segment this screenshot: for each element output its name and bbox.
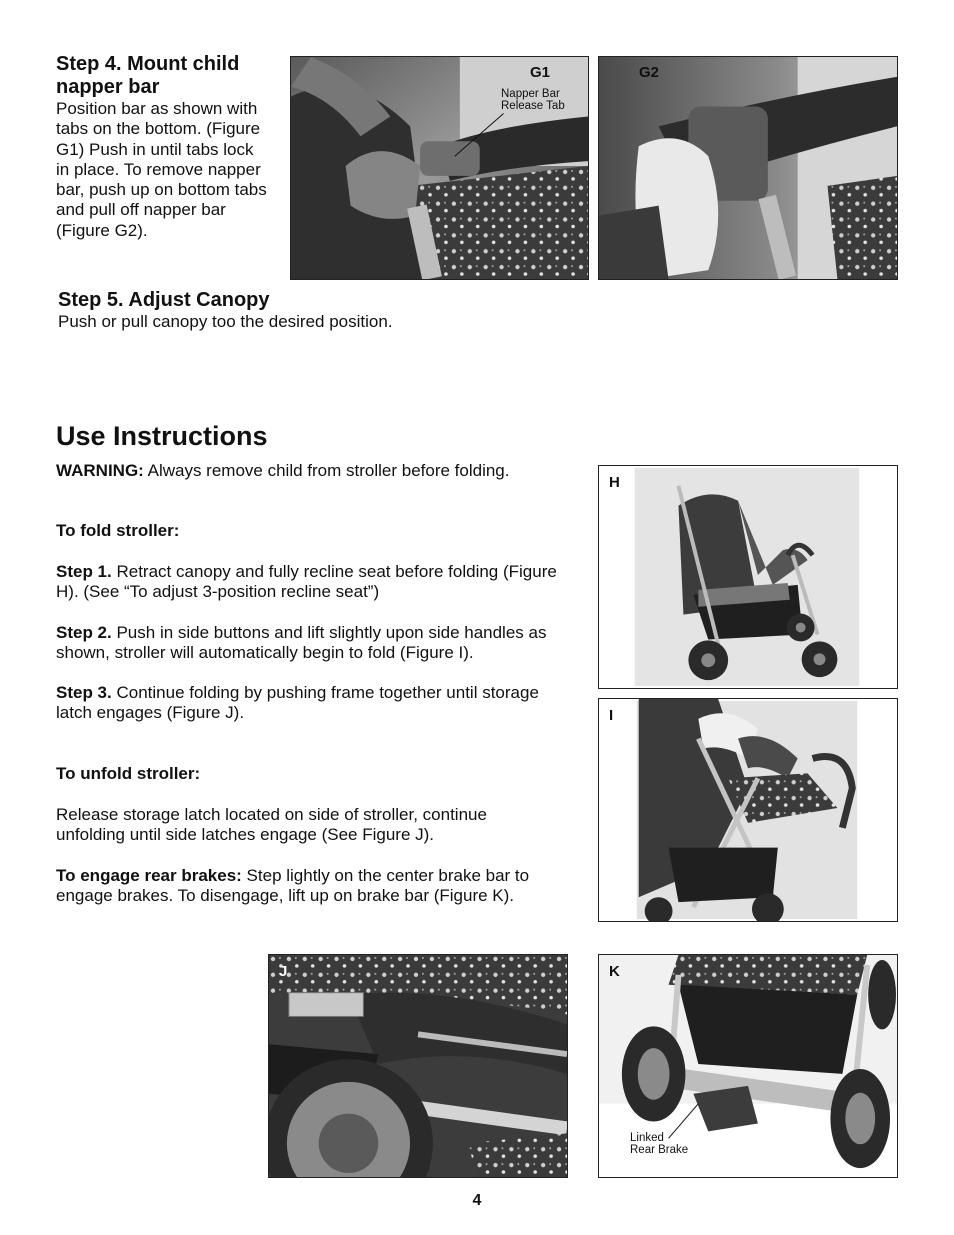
brakes-text: Step lightly on the center brake bar to engage brakes. To disengage, lift up on brake bar (Figure K). bbox=[56, 866, 530, 906]
figure-g1-label: G1 bbox=[529, 64, 550, 81]
figure-h bbox=[598, 465, 898, 689]
step4-block bbox=[56, 53, 271, 241]
figure-k-label: K bbox=[609, 963, 620, 980]
figure-i-label: I bbox=[609, 707, 614, 724]
figure-g2-label: G2 bbox=[639, 64, 660, 81]
fold-step1-label: Step 1. bbox=[56, 562, 112, 581]
step4-title: Step 4. Mount child napper bar bbox=[56, 53, 240, 98]
unfold-heading bbox=[56, 764, 200, 784]
fold-heading bbox=[56, 521, 179, 541]
fold-step1 bbox=[56, 562, 581, 603]
figure-g1-leader-line bbox=[291, 57, 588, 279]
figure-g1-callout-line1: Napper Bar bbox=[501, 88, 560, 100]
warning-text: Always remove child from stroller before folding. bbox=[143, 461, 510, 480]
figure-g2-photo bbox=[599, 57, 897, 279]
figure-h-photo bbox=[599, 466, 897, 688]
fold-step2 bbox=[56, 623, 586, 664]
step4-body: Position bar as shown with tabs on the bottom. (Figure G1) Push in until tabs lock in place. To remove napper bar, push up on bottom tabs and pull off napper bar (Figure G2). bbox=[56, 99, 267, 240]
page-number: 4 bbox=[472, 1192, 482, 1209]
fold-step2-text: Push in side buttons and lift slightly upon side handles as shown, stroller will automatically begin to fold (Figure I). bbox=[56, 623, 547, 663]
figure-k bbox=[598, 954, 898, 1178]
figure-j bbox=[268, 954, 568, 1178]
figure-g1-callout-line2: Release Tab bbox=[501, 100, 565, 112]
figure-k-callout-line2: Rear Brake bbox=[630, 1144, 689, 1156]
fold-step3-text: Continue folding by pushing frame together until storage latch engages (Figure J). bbox=[56, 683, 539, 723]
use-instructions-title: Use Instructions bbox=[56, 421, 268, 451]
figure-i bbox=[598, 698, 898, 922]
figure-i-photo bbox=[599, 699, 897, 921]
step5-body: Push or pull canopy too the desired position. bbox=[58, 312, 393, 331]
brakes-block bbox=[56, 866, 546, 907]
fold-step3 bbox=[56, 683, 546, 724]
figure-j-label: J bbox=[279, 963, 288, 980]
figure-g1 bbox=[290, 56, 589, 280]
figure-h-label: H bbox=[609, 474, 620, 491]
figure-j-photo bbox=[269, 955, 567, 1177]
unfold-body: Release storage latch located on side of stroller, continue unfolding until side latches engage (See Figure J). bbox=[56, 805, 487, 845]
figure-k-callout bbox=[630, 1132, 688, 1156]
step5-block bbox=[58, 289, 478, 332]
fold-step3-label: Step 3. bbox=[56, 683, 112, 702]
warning-line bbox=[56, 461, 581, 481]
fold-step1-text: Retract canopy and fully recline seat before folding (Figure H). (See “To adjust 3-position recline seat”) bbox=[56, 562, 557, 602]
fold-step2-label: Step 2. bbox=[56, 623, 112, 642]
fold-heading-text: To fold stroller: bbox=[56, 521, 180, 540]
warning-label: WARNING: bbox=[56, 461, 144, 480]
figure-g2 bbox=[598, 56, 898, 280]
brakes-label: To engage rear brakes: bbox=[56, 866, 242, 885]
figure-k-callout-line1: Linked bbox=[630, 1132, 664, 1144]
unfold-heading-text: To unfold stroller: bbox=[56, 764, 201, 783]
step5-title: Step 5. Adjust Canopy bbox=[58, 289, 270, 311]
